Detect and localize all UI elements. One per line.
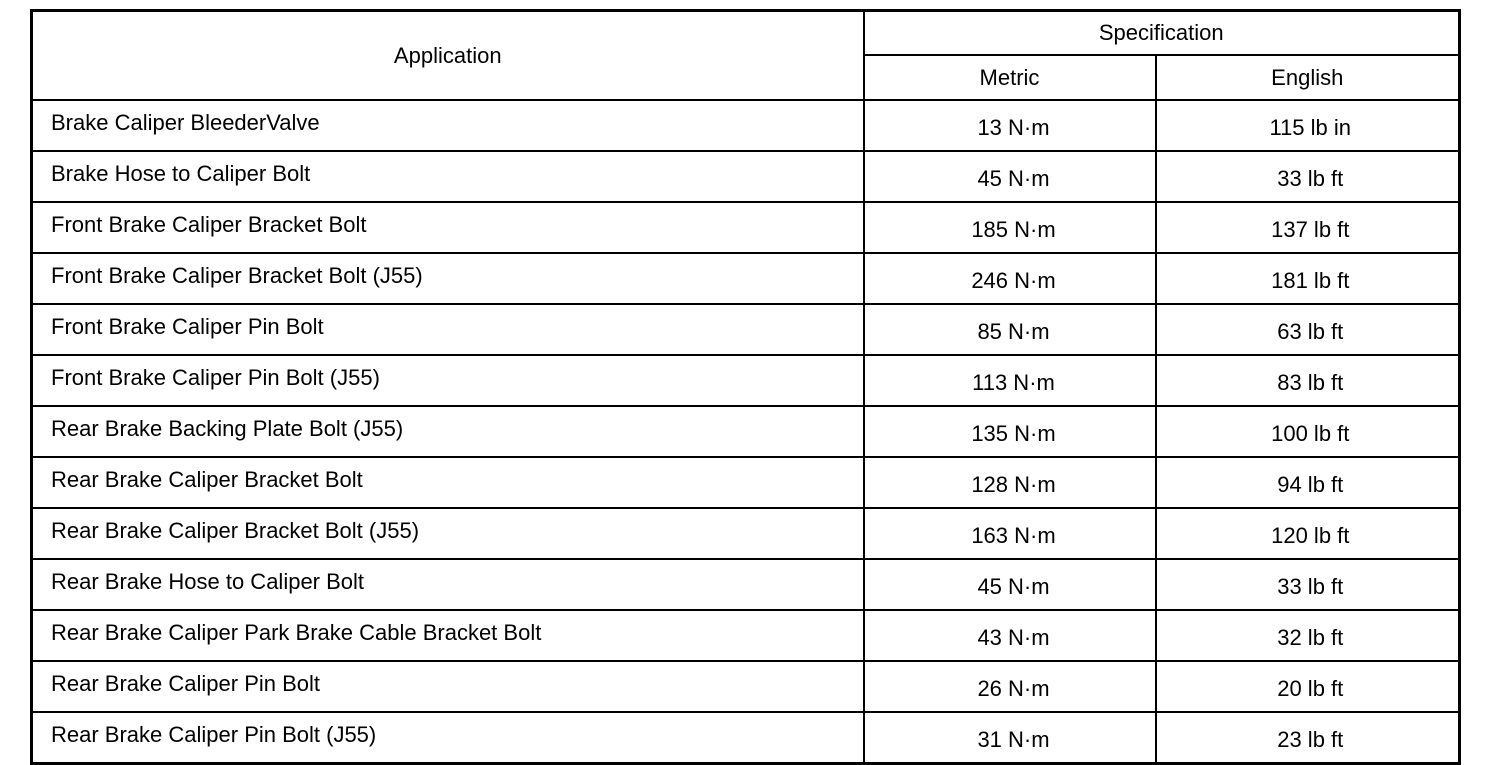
table-row [32, 712, 1460, 764]
metric-cell: 13 N·m [864, 100, 1156, 151]
table-row [32, 610, 1460, 661]
table-row [32, 151, 1460, 202]
application-cell: Rear Brake Caliper Park Brake Cable Bracket Bolt [32, 610, 864, 661]
header-english: English [1156, 55, 1460, 100]
application-cell: Rear Brake Caliper Bracket Bolt (J55) [32, 508, 864, 559]
english-cell: 181 lb ft [1156, 253, 1460, 304]
application-cell: Rear Brake Backing Plate Bolt (J55) [32, 406, 864, 457]
metric-cell: 43 N·m [864, 610, 1156, 661]
metric-cell: 45 N·m [864, 559, 1156, 610]
application-cell: Front Brake Caliper Pin Bolt (J55) [32, 355, 864, 406]
english-cell: 33 lb ft [1156, 559, 1460, 610]
metric-cell: 26 N·m [864, 661, 1156, 712]
english-cell: 32 lb ft [1156, 610, 1460, 661]
application-cell: Rear Brake Caliper Bracket Bolt [32, 457, 864, 508]
header-application: Application [32, 11, 864, 101]
english-cell: 100 lb ft [1156, 406, 1460, 457]
english-cell: 120 lb ft [1156, 508, 1460, 559]
english-cell: 20 lb ft [1156, 661, 1460, 712]
application-cell: Rear Brake Hose to Caliper Bolt [32, 559, 864, 610]
header-metric: Metric [864, 55, 1156, 100]
metric-cell: 246 N·m [864, 253, 1156, 304]
table-row [32, 406, 1460, 457]
english-cell: 94 lb ft [1156, 457, 1460, 508]
metric-cell: 128 N·m [864, 457, 1156, 508]
metric-cell: 45 N·m [864, 151, 1156, 202]
metric-cell: 163 N·m [864, 508, 1156, 559]
table-row [32, 355, 1460, 406]
application-cell: Brake Caliper BleederValve [32, 100, 864, 151]
table-row [32, 100, 1460, 151]
header-specification: Specification [864, 11, 1460, 56]
application-cell: Front Brake Caliper Bracket Bolt (J55) [32, 253, 864, 304]
english-cell: 63 lb ft [1156, 304, 1460, 355]
english-cell: 23 lb ft [1156, 712, 1460, 764]
application-cell: Front Brake Caliper Bracket Bolt [32, 202, 864, 253]
english-cell: 115 lb in [1156, 100, 1460, 151]
metric-cell: 113 N·m [864, 355, 1156, 406]
table-row [32, 457, 1460, 508]
table-row [32, 559, 1460, 610]
application-cell: Front Brake Caliper Pin Bolt [32, 304, 864, 355]
english-cell: 83 lb ft [1156, 355, 1460, 406]
table-row [32, 253, 1460, 304]
table-row [32, 304, 1460, 355]
metric-cell: 85 N·m [864, 304, 1156, 355]
table-row [32, 202, 1460, 253]
torque-spec-table [30, 9, 1461, 765]
table-row [32, 661, 1460, 712]
metric-cell: 185 N·m [864, 202, 1156, 253]
application-cell: Rear Brake Caliper Pin Bolt [32, 661, 864, 712]
english-cell: 33 lb ft [1156, 151, 1460, 202]
english-cell: 137 lb ft [1156, 202, 1460, 253]
application-cell: Rear Brake Caliper Pin Bolt (J55) [32, 712, 864, 764]
table-row [32, 508, 1460, 559]
metric-cell: 135 N·m [864, 406, 1156, 457]
metric-cell: 31 N·m [864, 712, 1156, 764]
application-cell: Brake Hose to Caliper Bolt [32, 151, 864, 202]
